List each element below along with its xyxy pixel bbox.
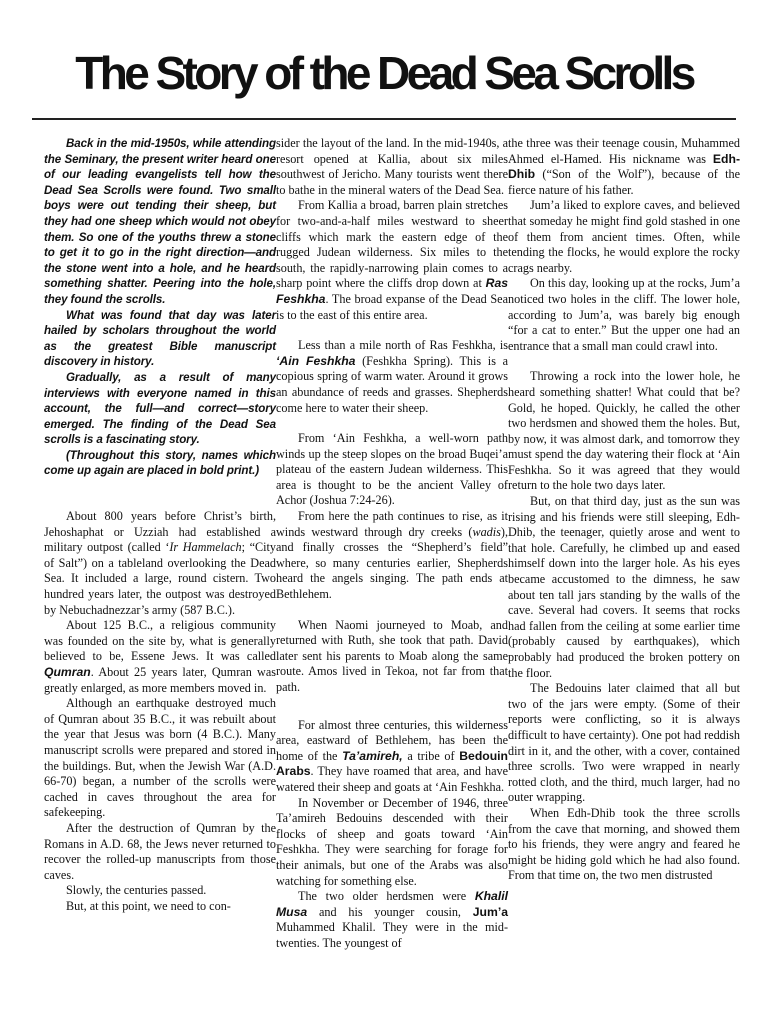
body-paragraph: From Kallia a broad, barren plain stretches for two-and-a-half miles westward to sheer cliffs which mark the eastern edge of the rugged Judean wilderness. Six miles to the south, the rapidly-narrowing plain comes to a sharp point where the cliffs drop down at Ras Feshkha. The broad expanse of the Dead Sea is to the east of this entire area.	[276, 198, 508, 322]
intro-section	[44, 136, 276, 479]
term-ras-feshkha: Ras Feshkha	[276, 276, 508, 306]
intro-paragraph: (Throughout this story, names which come up again are placed in bold print.)	[44, 448, 276, 478]
column-3	[508, 136, 740, 884]
body-paragraph: For almost three centuries, this wilderness area, eastward of Bethlehem, has been the home of the Ta’amireh, a tribe of Bedouin Arabs. They have roamed that area, and have watered their sheep and goats at ‘Ain Feshkha.	[276, 717, 508, 794]
term-wadis: wadis	[472, 524, 501, 539]
name-khalil-musa: Khalil Musa	[276, 889, 508, 919]
column-2	[276, 136, 508, 952]
body-paragraph: the three was their teenage cousin, Muhammed Ahmed el-Hamed. His nickname was Edh-Dhib (“Son of the Wolf”), because of the fierce nature of his father.	[508, 136, 740, 197]
body-paragraph: In November or December of 1946, three Ta’amireh Bedouins descended with their flocks of sheep and goats toward ‘Ain Feshkha. They were searching for forage for their animals, but one of the Arabs was also watching for something else.	[276, 795, 508, 888]
body-paragraph: But, on that third day, just as the sun was rising and his friends were still sleeping, Edh-Dhib, the teenager, quietly arose and went to that hole. Carefully, he climbed up and eased himself down into the larger hole. As his eyes became accustomed to the dimness, he saw about ten tall jars standing by the walls of the cave. Several had covers. It seems that rocks had fallen from the ceiling at some earlier time (probably caused by earthquakes), which probably had produced the broken pottery on the floor.	[508, 494, 740, 680]
body-paragraph: About 125 B.C., a religious community was founded on the site by, what is generally believed to be, Essene Jews. It was called Qumran. About 25 years later, Qumran was greatly enlarged, as more members moved in.	[44, 618, 276, 695]
body-paragraph: After the destruction of Qumran by the Romans in A.D. 68, the Jews never returned to recover the rolled-up manuscripts from those caves.	[44, 820, 276, 882]
body-paragraph: The two older herdsmen were Khalil Musa and his younger cousin, Jum’a Muhammed Khalil. They were in the mid-twenties. The youngest of	[276, 889, 508, 950]
body-paragraph: About 800 years before Christ’s birth, Jehoshaphat or Uzziah had established a military outpost (called ‘Ir Hammelach; “City of Salt”) on a tableland overlooking the Dead Sea. It included a large, round cistern. Two hundred years later, the outpost was destroyed by Nebuchadnezzar’s army (587 B.C.).	[44, 509, 276, 617]
body-paragraph: From here the path continues to rise, as it winds westward through dry creeks (wadis), and finally crosses the “Shepherd’s field” where, so many centuries earlier, Shepherds heard the angels singing. The path ends at Bethlehem.	[276, 509, 508, 602]
intro-paragraph: What was found that day was later hailed by scholars throughout the world as the greatest Bible manuscript discovery in history.	[44, 308, 276, 369]
intro-paragraph: Gradually, as a result of many interviews with everyone named in this account, the full—and correct—story emerged. The finding of the Dead Sea scrolls is a fascinating story.	[44, 370, 276, 447]
term-ir-hammelach: Ir Hammelach	[169, 540, 242, 555]
intro-paragraph: Back in the mid-1950s, while attending the Seminary, the present writer heard one of our leading evangelists tell how the Dead Sea Scrolls were found. Two small boys were out tending their sheep, but they had one sheep which would not obey them. So one of the youths threw a stone to get it to go in the right direction—and the stone went into a hole, and he heard something shatter. Peering into the hole, they found the scrolls.	[44, 137, 276, 306]
term-taamireh: Ta’amireh,	[342, 748, 403, 763]
body-paragraph: Slowly, the centuries passed.	[66, 883, 207, 898]
term-qumran: Qumran	[44, 665, 91, 679]
body-paragraph: sider the layout of the land. In the mid-1940s, a resort opened at Kallia, about six miles southwest of Jericho. Many tourists went there to bathe in the mineral waters of the Dead Sea.	[276, 136, 508, 197]
body-paragraph: But, at this point, we need to con-	[66, 898, 231, 913]
body-paragraph: Jum’a liked to explore caves, and believed that someday he might find gold stashed in one of them from ancient times. Often, while tending the flocks, he would explore the rocky crags nearby.	[508, 198, 740, 275]
column-1	[44, 136, 276, 915]
term-ain-feshkha: ‘Ain Feshkha	[276, 353, 356, 368]
name-juma: Jum’a	[472, 904, 508, 919]
title-divider	[32, 118, 736, 120]
body-paragraph: When Naomi journeyed to Moab, and returned with Ruth, she took that path. David later sent his parents to Moab along the same route. Amos lived in Tekoa, not far from that path.	[276, 617, 508, 694]
body-paragraph: From ‘Ain Feshkha, a well-worn path winds up the steep slopes on the broad Buqei’a plateau of the eastern Judean wilderness. This area is thought to be the ancient Valley of Achor (Joshua 7:24-26).	[276, 431, 508, 508]
name-edh-dhib: Edh-Dhib	[508, 151, 740, 182]
body-paragraph: Less than a mile north of Ras Feshkha, is ‘Ain Feshkha (Feshkha Spring). This is a copious spring of warm water. Around it grows an abundance of reeds and grasses. Shepherds come here to water their sheep.	[276, 338, 508, 415]
body-paragraph: On this day, looking up at the rocks, Jum’a noticed two holes in the cliff. The lower hole, according to Jum’a, was barely big enough “for a cat to enter.” But the upper one had an entrance that a small man could crawl into.	[508, 276, 740, 353]
body-paragraph: Throwing a rock into the lower hole, he heard something shatter! What could that be? Gold, he hoped. Quickly, he called the other two herdsmen and showed them the holes. But, by now, it was almost dark, and tomorrow they must spend the day watering their flock at ‘Ain Feshkha. So it was agreed that they would return to the hole two days later.	[508, 369, 740, 493]
page-title: The Story of the Dead Sea Scrolls	[75, 47, 693, 99]
body-paragraph: When Edh-Dhib took the three scrolls from the cave that morning, and showed them to his friends, they were angry and feared he might be hiding gold which he had also found. From that time on, the two men distrusted	[508, 805, 740, 883]
body-paragraph: Although an earthquake destroyed much of Qumran about 35 B.C., it was rebuilt about the year that Jesus was born (4 B.C.). Many manuscript scrolls were prepared and stored in the buildings. But, when the Jewish War (A.D. 66-70) began, a number of the scrolls were cached in caves throughout the area for safekeeping.	[44, 696, 276, 820]
body-paragraph: The Bedouins later claimed that all but two of the jars were empty. (Some of their reports were conflicting, so it is always difficult to have certainty). One pot had reddish dirt in it, and the other, with a cover, contained three scrolls. Two were wrapped in nearly rotted cloth, and the third, much larger, had no outer wrapping.	[508, 681, 740, 805]
term-bedouin-arabs: Bedouin Arabs	[276, 748, 508, 779]
